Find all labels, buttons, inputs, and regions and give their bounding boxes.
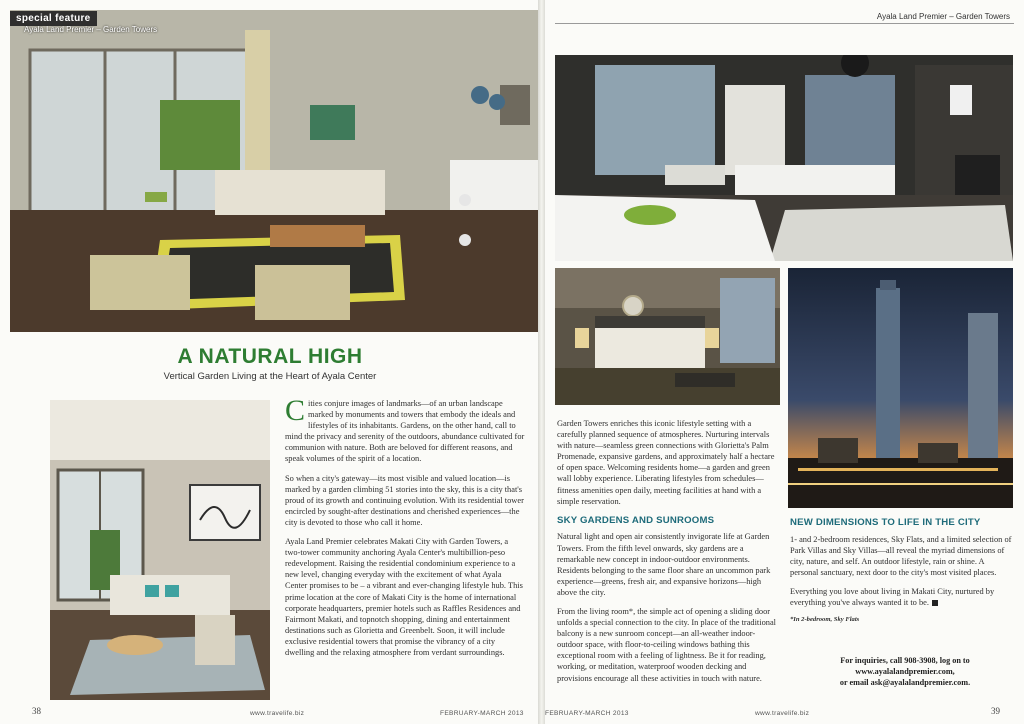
bedroom-photo [555, 268, 780, 405]
footer-url-left: www.travelife.biz [250, 710, 305, 717]
body-paragraph: From the living room*, the simple act of opening a sliding door unfolds a special connection to the city. In place of the traditional balcony is a new sunroom concept—an all-weather indoor-outdoor space, with floor-to-ceiling windows bathing this exceptional room with a feeling of lightness. Be it for reading, working, or meditation, waterproof wooden decking and provisions encourage all these activities in touch with nature. [557, 606, 776, 683]
inquiry-email: or email ask@ayalalandpremier.com. [839, 677, 971, 687]
footer-date-left: FEBRUARY-MARCH 2013 [440, 710, 524, 717]
body-paragraph: Everything you love about living in Makati City, nurtured by everything you've always wanted it to be. [790, 587, 995, 608]
page-number-left: 38 [32, 706, 41, 716]
intro-paragraph: Cities conjure images of landmarks—of an urban landscape marked by monuments and towers that embody the ideals and lifestyles of its inhabitants. Gardens, on the other hand, call to mind the privacy and serenity of the outdoors, abundance cultivated for communion with nature. Both are beloved for different reasons, and speak volumes of the spirit of a location. [285, 394, 525, 464]
article-subheadline: Vertical Garden Living at the Heart of Ayala Center [163, 371, 377, 382]
towers-night-photo [788, 268, 1013, 508]
inquiry-box [800, 656, 1010, 688]
body-paragraph: So when a city's gateway—its most visible and valued location—is marked by a garden climbing 51 stories into the sky, this is a city that's proud of its growth and continuing evolution. With its residential tower encircled by sought-after destinations and cherished experiences—the city is devoted to those who call it home. [285, 473, 524, 527]
right-page [545, 0, 1024, 724]
section-subtitle: Ayala Land Premier – Garden Towers [24, 25, 158, 34]
footnote: *In 2-bedroom, Sky Flats [790, 616, 860, 624]
footer-date-right: FEBRUARY-MARCH 2013 [545, 710, 629, 717]
page-number-right: 39 [991, 706, 1000, 716]
running-head: Ayala Land Premier – Garden Towers [876, 12, 1010, 21]
article-headline: A NATURAL HIGH [177, 345, 363, 368]
inquiry-line: For inquiries, call 908-3908, log on to [840, 656, 970, 665]
body-paragraph: Garden Towers enriches this iconic lifestyle setting with a carefully planned sequence of atmospheres. Nurturing intervals with nature—seamless green connections with Glorietta's Palm Promenade, expansive gardens, and approximately half a hectare of open space. Welcoming residents home—a garden and green wall lobby experience. Liberating lifestyles from schedules—fitness amenities open daily, meeting facilities at hand with a simple reservation. [557, 419, 775, 506]
right-col-right [790, 517, 1012, 633]
footer-url-right: www.travelife.biz [755, 710, 810, 717]
section-title-new-dimensions: NEW DIMENSIONS TO LIFE IN THE CITY [790, 517, 981, 528]
body-paragraph: Ayala Land Premier celebrates Makati City with Garden Towers, a two-tower community anchoring Ayala Center's multibillion-peso redevelopment. Raising the residential condominium experience to a new level, changing everyday with the excitement of what Ayala Center promises to be – a vibrant and ever-changing lifestyle hub. This prime location at the core of Makati City is the home of international corporate headquarters, premier hotels such as Raffles Residences and Fairmont Makati, and topnotch shopping, dining and entertainment destinations such as Glorietta and Greenbelt. Soon, it will include exclusive residential towers that promise the vibrancy of a city dwelling and the relaxing atmosphere from verdant surroundings. [285, 537, 523, 657]
kitchen-living-photo [555, 55, 1013, 261]
header-rule [555, 23, 1014, 24]
end-mark-icon [932, 600, 938, 606]
lounge-photo [50, 400, 270, 700]
section-tag: special feature [10, 11, 97, 26]
right-col-left [557, 418, 779, 692]
section-title-sky-gardens: SKY GARDENS AND SUNROOMS [557, 514, 715, 526]
body-paragraph: Natural light and open air consistently invigorate life at Garden Towers. From the fifth level onwards, sky gardens are a remarkable new concept in indoor-outdoor environments. Residents belonging to the same floor share an uncommon park experience—greens, fresh air, and expansive horizons—high above the city. [557, 532, 771, 597]
living-room-photo [10, 10, 538, 332]
left-body-column [285, 394, 525, 666]
drop-cap: C [285, 394, 306, 427]
inquiry-website: www.ayalalandpremier.com, [855, 666, 955, 676]
body-paragraph: 1- and 2-bedroom residences, Sky Flats, and a limited selection of Park Villas and Sky Villas—all reveal the myriad dimensions of city, nature, and self. An outdoor lifestyle, rain or shine. A personal sanctuary, next door to the city's most visited places. [790, 534, 1012, 577]
